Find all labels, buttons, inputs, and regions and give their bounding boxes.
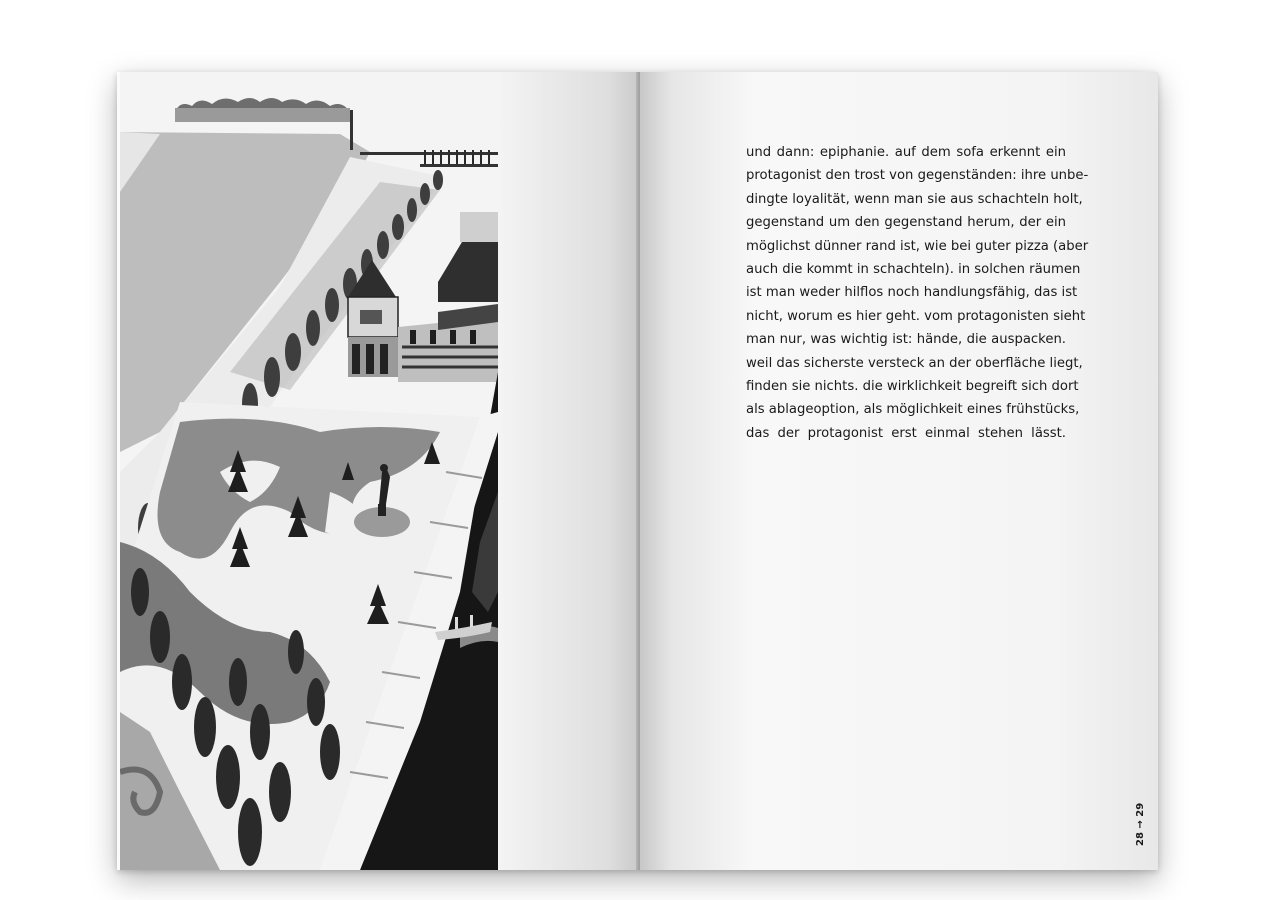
- paragraph-line: als ablageoption, als möglichkeit eines frühstücks,: [746, 402, 1080, 418]
- left-page: [117, 72, 640, 870]
- paragraph-line: finden sie nichts. die wirklichkeit begreift sich dort: [746, 379, 1079, 395]
- open-book-spread: [117, 72, 1158, 870]
- paragraph-line: protagonist den trost von gegenständen: ihre unbe-: [746, 168, 1089, 184]
- paragraph-line: möglichst dünner rand ist, wie bei guter pizza (aber: [746, 238, 1089, 254]
- paragraph-line: man nur, was wichtig ist: hände, die auspacken.: [746, 332, 1066, 348]
- paragraph-line: dingte loyalität, wenn man sie aus schachteln holt,: [746, 191, 1083, 207]
- paragraph-line: das der protagonist erst einmal stehen lässt.: [746, 425, 1066, 441]
- paragraph-line: auch die kommt in schachteln). in solchen räumen: [746, 262, 1081, 278]
- body-paragraph: [746, 141, 1089, 445]
- right-page: [640, 72, 1158, 870]
- paragraph-line: ist man weder hilflos noch handlungsfähig, das ist: [746, 285, 1078, 301]
- page-number-folio: 28 → 29: [1135, 802, 1146, 846]
- paragraph-line: weil das sicherste versteck an der oberfläche liegt,: [746, 355, 1083, 371]
- paragraph-line: nicht, worum es hier geht. vom protagonisten sieht: [746, 308, 1086, 324]
- paragraph-line: und dann: epiphanie. auf dem sofa erkennt ein: [746, 145, 1066, 160]
- garden-palace-illustration: [120, 72, 498, 870]
- paragraph-line: gegenstand um den gegenstand herum, der ein: [746, 215, 1066, 231]
